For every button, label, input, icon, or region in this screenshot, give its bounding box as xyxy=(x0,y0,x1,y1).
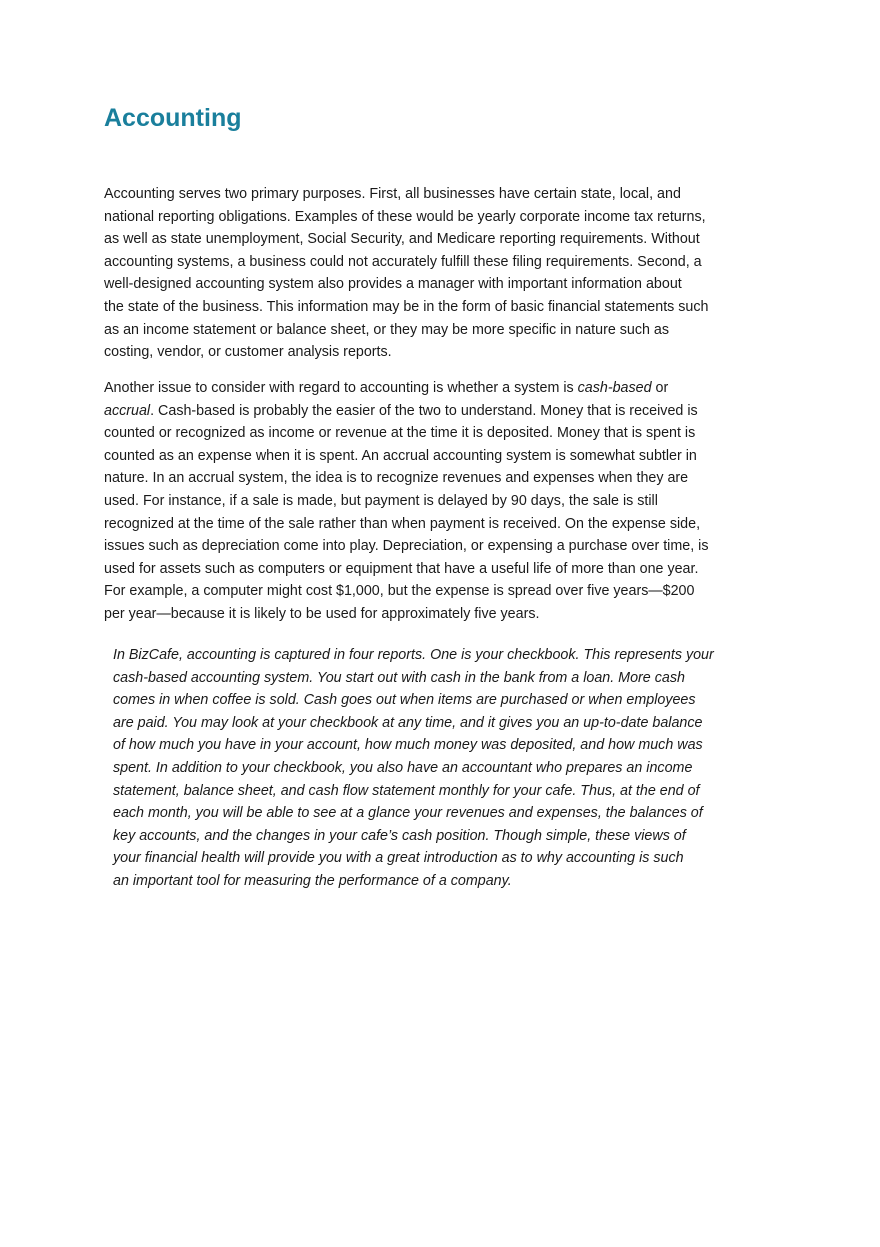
text-line: well-designed accounting system also provides a manager with important information about xyxy=(104,276,682,293)
text-line: each month, you will be able to see at a glance your revenues and expenses, the balances of xyxy=(113,805,703,822)
text-line: spent. In addition to your checkbook, you also have an accountant who prepares an income xyxy=(113,759,693,776)
text-line: recognized at the time of the sale rather than when payment is received. On the expense side, xyxy=(104,515,701,532)
text-line: national reporting obligations. Examples of these would be yearly corporate income tax returns, xyxy=(104,208,706,225)
emphasis-accrual: accrual xyxy=(104,402,151,419)
paragraph-cash-vs-accrual xyxy=(104,377,709,626)
page-title: Accounting xyxy=(104,104,242,132)
text-line: counted or recognized as income or revenue at the time it is deposited. Money that is spent is xyxy=(104,425,696,442)
text-line: the state of the business. This information may be in the form of basic financial statements such xyxy=(104,298,709,315)
bizcafe-callout xyxy=(113,644,714,893)
text-line: counted as an expense when it is spent. An accrual accounting system is somewhat subtler in xyxy=(104,447,697,464)
text-line: cash-based accounting system. You start out with cash in the bank from a loan. More cash xyxy=(113,669,685,686)
text-line: per year—because it is likely to be used for approximately five years. xyxy=(104,605,540,622)
text-line xyxy=(104,400,709,423)
text-segment: Another issue to consider with regard to accounting is whether a system is xyxy=(104,380,578,396)
text-line: used for assets such as computers or equipment that have a useful life of more than one year. xyxy=(104,560,699,577)
text-segment: . Cash-based is probably the easier of the two to understand. Money that is received is xyxy=(150,402,698,419)
text-line: In BizCafe, accounting is captured in four reports. One is your checkbook. This represents your xyxy=(113,647,714,663)
text-line: as well as state unemployment, Social Security, and Medicare reporting requirements. Without xyxy=(104,231,700,248)
text-line: costing, vendor, or customer analysis reports. xyxy=(104,344,392,361)
text-line: For example, a computer might cost $1,000, but the expense is spread over five years—$200 xyxy=(104,583,695,600)
text-line: comes in when coffee is sold. Cash goes out when items are purchased or when employees xyxy=(113,692,696,709)
text-line: Accounting serves two primary purposes. First, all businesses have certain state, local, and xyxy=(104,186,681,202)
emphasis-cash-based: cash-based xyxy=(577,380,652,396)
text-line: as an income statement or balance sheet, or they may be more specific in nature such as xyxy=(104,321,670,338)
text-line: statement, balance sheet, and cash flow statement monthly for your cafe. Thus, at the end of xyxy=(113,782,700,799)
text-segment: or xyxy=(651,380,669,396)
text-line: issues such as depreciation come into play. Depreciation, or expensing a purchase over time, is xyxy=(104,538,709,555)
text-line: nature. In an accrual system, the idea is to recognize revenues and expenses when they are xyxy=(104,470,689,487)
text-line: an important tool for measuring the performance of a company. xyxy=(113,872,512,889)
text-line: of how much you have in your account, how much money was deposited, and how much was xyxy=(113,737,703,754)
text-line: are paid. You may look at your checkbook at any time, and it gives you an up-to-date balance xyxy=(113,714,703,731)
paragraph-purposes xyxy=(104,183,708,364)
text-line: key accounts, and the changes in your cafe’s cash position. Though simple, these views of xyxy=(113,827,686,844)
text-line: used. For instance, if a sale is made, but payment is delayed by 90 days, the sale is still xyxy=(104,492,658,509)
text-line: accounting systems, a business could not accurately fulfill these filing requirements. Second, a xyxy=(104,253,702,270)
text-line xyxy=(104,377,709,400)
text-line: your financial health will provide you with a great introduction as to why accounting is such xyxy=(113,850,684,867)
